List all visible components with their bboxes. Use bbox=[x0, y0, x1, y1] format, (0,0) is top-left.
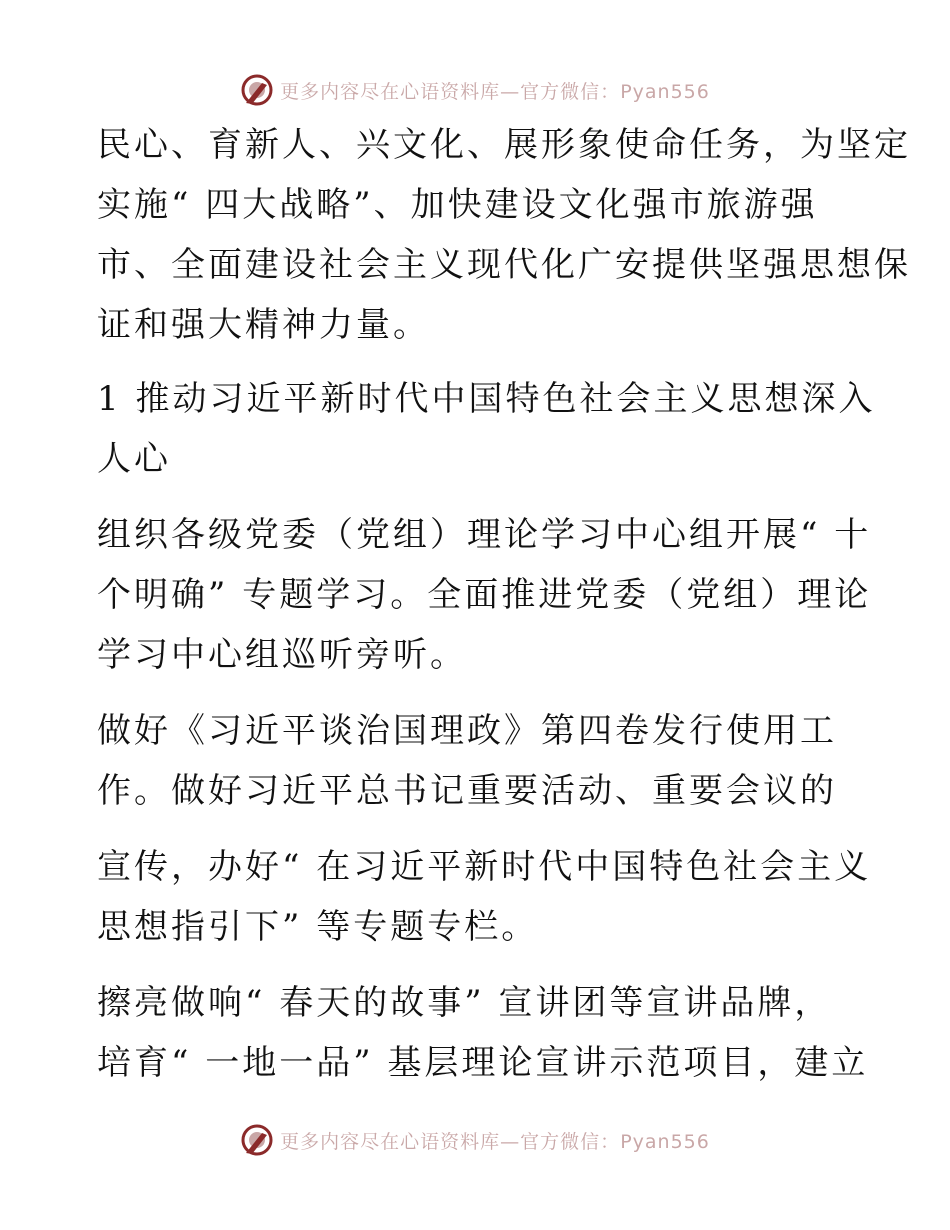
paragraph bbox=[97, 973, 869, 1093]
pen-logo-icon bbox=[240, 73, 274, 107]
pen-logo-icon bbox=[240, 1123, 274, 1157]
paragraph bbox=[97, 115, 911, 355]
watermark-text: 更多内容尽在心语资料库—官方微信：Pyan556 bbox=[280, 80, 710, 103]
text-line: 思想指引下” 等专题专栏。 bbox=[97, 907, 539, 947]
text-line: 证和强大精神力量。 bbox=[97, 305, 430, 345]
text-line: 人心 bbox=[97, 439, 171, 479]
text-line: 擦亮做响“ 春天的故事” 宣讲团等宣讲品牌， bbox=[97, 983, 832, 1023]
text-line: 市、全面建设社会主义现代化广安提供坚强思想保 bbox=[97, 245, 911, 285]
text-line: 学习中心组巡听旁听。 bbox=[97, 635, 467, 675]
paragraph bbox=[97, 837, 872, 957]
text-line: 实施“ 四大战略”、加快建设文化强市旅游强 bbox=[97, 185, 818, 225]
text-line: 作。做好习近平总书记重要活动、重要会议的 bbox=[97, 771, 837, 811]
text-line: 培育“ 一地一品” 基层理论宣讲示范项目，建立 bbox=[97, 1043, 869, 1083]
text-line: 个明确” 专题学习。全面推进党委（党组）理论 bbox=[97, 575, 872, 615]
footer-watermark bbox=[0, 1120, 950, 1160]
section-heading bbox=[97, 369, 876, 489]
paragraph bbox=[97, 505, 872, 685]
paragraph bbox=[97, 701, 857, 821]
watermark-text: 更多内容尽在心语资料库—官方微信：Pyan556 bbox=[280, 1130, 710, 1153]
header-watermark bbox=[0, 70, 950, 110]
document-body bbox=[97, 115, 911, 1093]
text-line: 宣传，办好“ 在习近平新时代中国特色社会主义 bbox=[97, 847, 872, 887]
text-line: 做好《习近平谈治国理政》第四卷发行使用工 bbox=[97, 711, 837, 751]
text-line: 1 推动习近平新时代中国特色社会主义思想深入 bbox=[97, 379, 876, 419]
text-line: 民心、育新人、兴文化、展形象使命任务，为坚定 bbox=[97, 125, 911, 165]
text-line: 组织各级党委（党组）理论学习中心组开展“ 十 bbox=[97, 515, 872, 555]
